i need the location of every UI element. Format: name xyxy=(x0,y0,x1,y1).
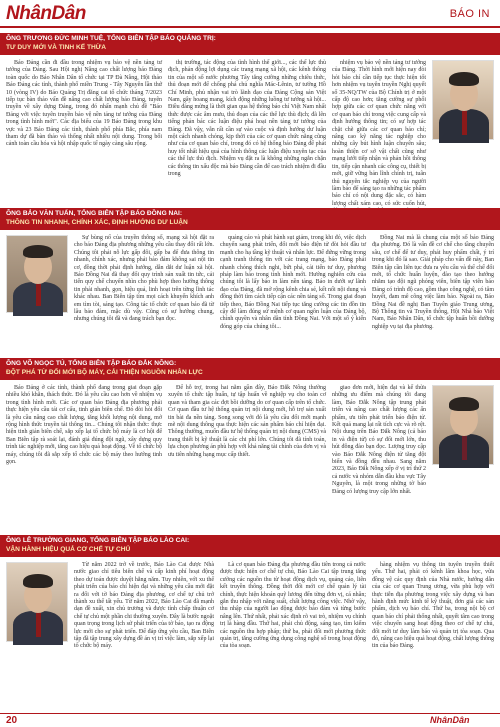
article-column: Để hỗ trợ, trong hai năm gần đây, Báo Đắk Nông thường xuyên tổ chức tập huấn, tự tập huấn về nghiệp vụ cho toàn cơ quan và tham gia các đợt bồi dưỡng do cơ quan cấp trên tổ chức. Cơ quan đầu tư hệ thống quản trị nội dung mới, hỗ trợ sản xuất tin bài đa nền tảng. Song song với đó là yêu cầu đổi mới mạnh mẽ nội dung thông qua thực hiện các sản phẩm báo chí hiện đại. Thông thường, muốn đầu tư hệ thống quản trị nội dung (CMS) và trang thiết bị kỹ thuật là các chi phí lớn. Chúng tôi đã tính toán, lựa chọn phương án phù hợp với khả năng tài chính của đơn vị và ưu tiên những hạng mục cấp thiết. xyxy=(168,385,326,458)
portrait-photo xyxy=(6,235,68,313)
article-subheading: VẬN HÀNH HIỆU QUẢ CƠ CHẾ TỰ CHỦ xyxy=(6,545,131,553)
portrait-photo xyxy=(6,562,68,642)
article-heading: ÔNG LÊ TRƯỜNG GIANG, TỔNG BIÊN TẬP BÁO LÀO CAI: xyxy=(6,537,190,544)
article-heading: ÔNG BẢO VĂN TUẤN, TỔNG BIÊN TẬP BÁO ĐỒNG NAI: xyxy=(6,210,183,217)
article-3 xyxy=(0,358,500,530)
article-2 xyxy=(0,208,500,353)
article-column: Báo Đảng cần đi đầu trong nhiệm vụ bảo vệ nền tảng tư tưởng của Đảng. Sau Hội nghị Nâng cao chất lượng báo Đảng toàn quốc do Báo Nhân Dân tổ chức tại TP Đà Nẵng, Hội thảo Báo Đảng các tỉnh, thành phố miền Trung - Tây Nguyên lần thứ 10 (vòng IV) do Báo Quảng Trị đăng cai tổ chức tháng 7/2023 tiếp tục bàn thảo vấn đề nâng cao chất lượng báo Đảng, tuyên truyền về xây dựng Đảng, trong đó nhấn mạnh chủ đề "Báo Đảng với việc tuyên truyền bảo vệ nền tảng tư tưởng của Đảng trong tình hình mới". Các địa biểu của 19 Báo Đảng trong khu vực và 23 Báo Đảng các tỉnh, thành phố phía Bắc, phía nam tham dự đã bàn thảo và thống nhất nhiều nội dung. Trong bối cảnh toàn cầu hóa và hội nhập quốc tế ngày càng sâu rộng. xyxy=(6,60,162,148)
article-1 xyxy=(0,33,500,207)
page-footer xyxy=(0,713,500,727)
article-column: giao đơn mới, hiện đại và kế thừa những ưu điểm mà chúng tôi đang làm, Báo Đắk Nông tập trung phát triển và nâng cao chất lượng các ấn phẩm, ưu tiên phát triển báo điện tử. Kết quả mang lại rất tích cực và rõ rệt. Nội dung trên Báo Đắk Nông (cả báo in và điện tử) có sự đổi mới lớn, thu hút đông đảo bạn đọc. Lượng truy cập vào Báo Đắk Nông điện tử tăng đột biến và đồng đều nhau. Sang năm 2023, Báo Đắk Nông xếp ở vị trí thứ 2 cả nước và nhóm dẫn đầu khu vực Tây Nguyên, là một trong những tờ báo Đảng có lượng truy cập lớn nhất. xyxy=(332,385,426,495)
section-label: BÁO IN xyxy=(449,8,490,20)
article-header xyxy=(0,208,500,230)
portrait-photo xyxy=(432,60,494,140)
article-header xyxy=(0,358,500,380)
article-4 xyxy=(0,535,500,711)
page-number: 20 xyxy=(6,715,18,726)
masthead xyxy=(0,0,500,28)
article-header xyxy=(0,535,500,557)
article-column: nhiệm vụ bảo vệ nền tảng tư tưởng của Đảng. Thời hình mới hiện nay đòi hỏi báo chí cần tiếp tục thực hiện tốt hơn nhiệm vụ tuyên truyền Nghị quyết số 35-NQ/TW của Bộ Chính trị ở một cấp độ cao hơn; tăng cường sự phối hợp giữa các cơ quan chức năng với cơ quan báo chí trong việc cung cấp và định hướng thông tin; có sự hợp tác chặt chẽ giữa các cơ quan báo chí; nâng cao kỹ năng tác nghiệp cho những cây bút hình luận chuyên sâu; hoàn thiện cơ sở vật chất cũng như mạng lưới tiếp nhận và phản hồi thông tin, tiếp cận nhanh các công cụ, thiết bị mới, giữ vững bản lĩnh chính trị, tuân thủ nguyên tắc nghiệp vụ của người làm báo để sáng tạo ra những tác phẩm báo chí có nội dung đặc sắc, có hàm lượng chất xám cao, có sức cuốn hút, xyxy=(332,60,426,207)
newspaper-logo[interactable]: NhânDân xyxy=(6,3,86,24)
article-subheading: THÔNG TIN NHANH, CHÍNH XÁC, ĐỊNH HƯỚNG DƯ LUẬN xyxy=(6,218,188,226)
article-heading: ÔNG TRƯƠNG ĐỨC MINH TUỆ, TỔNG BIÊN TẬP BÁO QUẢNG TRỊ: xyxy=(6,35,216,42)
article-column: Đồng Nai mà là chung của một số báo Đảng địa phương. Đó là vấn đề cơ chế cho tầng chuyên sâu, cơ chế để tư duy, phát huy phẩm chất, ý trí trong khi đó là sao. Giải pháp cho vấn đề này, Ban Biên tập cần liên tục đưa ra yêu cầu và thể chế đổi mới, tổ chức huấn luyện, đào tạo theo hướng nhằm tạo đội ngũ phóng viên, biên tập viên báo Đảng có trình độ cao, gồm thạo công nghệ, có tâm huyết, đam mê công việc làm báo. Ngoài ra, Báo Đồng Nai đề nghị Ban Tuyên giáo Trung ương, Bộ Thông tin và Truyền thông, Hội Nhà báo Việt Nam, Báo Nhân Dân, tổ chức tập huấn bồi dưỡng nghiệp vụ tại địa phương. xyxy=(372,235,494,330)
article-column: thị trường, tác động của tình hình thế giới..., các thế lực thù địch, phản động lợi dụng các trang mạng xã hội, các kênh thông tin của một số nước phương Tây tăng cường những chiêu thức, thủ đoạn mới để chống phá chủ nghĩa Mác-Lênin, tư tưởng Hồ Chí Minh, phủ nhận vai trò lãnh đạo của Đảng Cộng sản Việt Nam, gây hoang mang, kích động những luồng tư tưởng xã hội... Điều đáng mừng là thời gian qua hệ thống báo chí Việt Nam nhất thức được các âm mưu, thủ đoạn của các thế lực thù địch; đã lên tiếng phản bác các luận điệu phá hoại nền tảng tư tưởng của Đảng. Đã vậy, vẫn rất cần sự vào cuộc và định hướng dư luận một cách nhanh chóng, kịp thời của các cơ quan chức năng cũng như của cơ quan báo chí, trong đó có hệ thống báo Đảng để phát huy tốt nhất hiệu quả của hình thông các luận điệu xuyên tạc của các thế lực thù địch. Nhiệm vụ đặt ra là không những ngắn chặn các thông tin xấu độc mà báo Đảng cần để cao trách nhiệm đi đầu trong xyxy=(168,60,326,178)
article-column: quảng cáo và phát hành sụt giảm, trong khi đó, việc dịch chuyển sang phát triển, đổi mới báo điện tử đòi hỏi đầu tư mạnh cho hạ tầng kỹ thuật và nhân lực. Để đứng vững trong cạnh tranh thông tin với các trang mạng, báo Đảng phải nhanh chóng thích nghi, bứt phá, cải tiến tư duy, phương pháp làm báo trong tình hình mới. Hướng nghiên cứu của chúng tôi là lấy báo in làm nền tảng. Báo in dưới sự lãnh đạo của Đảng, đã mở rộng kênh chia sẻ, kết nối nội dung và đồng thời tìm cách tiếp cận các nền tảng số. Trong giai đoạn tiếp theo, Báo Đồng Nai tiếp tục tăng cường các tin đồn tin cậy để làm đúng sứ mệnh cơ quan ngôn luận của Đảng bộ, chính quyền và nhân dân tỉnh Đồng Nai. Với một số ý kiến đóng góp của chúng tôi... xyxy=(220,235,366,330)
article-column: Sự bùng nổ của truyền thông số, mạng xã hội đặt ra cho báo Đảng địa phương những yêu cầu thay đổi rất lớn. Chúng tôi phải nỗ lực gấp đôi, gấp ba để đưa thông tin nhanh, chính xác, nhưng phải bảo đảm không sai nội tin cơ, đồng thời phải định hướng, dẫn dắt dư luận xã hội. Báo Đồng Nai đã thay đổi quy trình sản xuất tin tức, cải tiến quy chế chuyển nhìn cho phù hợp theo hướng thông tin phải nhanh, gọn, hiệu quả, linh hoạt trên từng lĩnh tác khác nhau. Ban Biên tập tìm mọi cách khuyến khích anh em tìm tòi, sáng tạo. Công tác tổ chức cơ quan báo đã từ lâu bảo đảm, mặc dù vậy. Cũng có sự hướng chung, nhưng chúng tôi đã và đang trách bạn đọc. xyxy=(74,235,214,323)
article-column: Báo Đảng ở các tỉnh, thành phố đang trong giai đoạn gặp nhiều khó khăn, thách thức. Đó là yêu cầu cao hơn về nhiệm vụ trong tình hình mới. Các cơ quan báo Đảng địa phương phải thực hiện yêu cầu tái cơ cấu, tinh giản biên chế. Đó đòi hỏi đổi là yêu cầu nâng cao chất lượng, tăng khối lượng nội dung, mở rộng hình thức truyền tải thông tin... Chúng tôi nhận thức: thực hiện tinh giản biên chế, sắp xếp lại tổ chức bộ máy là cơ hội để Ban Biên tập rà soát lại, đánh giá đúng đội ngũ, xây dựng quy trình tác nghiệp mới, tăng cao hiệu quả hoạt động. Về tổ chức bộ máy, chúng tôi đã sắp xếp tổ chức các bộ máy theo hướng tinh gọn. xyxy=(6,385,162,466)
article-column: Là cơ quan báo Đảng địa phương đầu tiên trong cả nước được thực hiện cơ chế tự chủ, Báo Lào Cai tập trung tăng cường các nguồn thu từ hoạt động dịch vụ, quảng cáo, liên kết truyền thông. Đồng thời đổi mới cơ chế quản lý tài chính, thực hiện khoán quỹ lương đến từng đơn vị, cá nhân; gắn thu nhập với năng suất, chất lượng công việc. Nhờ vậy, thu nhập của người lao động được bảo đảm và từng bước nâng lên. Thứ nhất, phải xác định rõ vai trò, nhiệm vụ chính trị là hàng đầu. Thứ hai, phải chủ động, sáng tạo, tìm kiếm các nguồn thu hợp pháp; thứ ba, phải đổi mới phương thức quản trị, tăng cường ứng dụng công nghệ số trong hoạt động của tòa soạn. xyxy=(220,562,366,650)
article-heading: ÔNG VÕ NGỌC TÚ, TỔNG BIÊN TẬP BÁO ĐẮK NÔNG: xyxy=(6,360,177,367)
portrait-photo xyxy=(432,385,494,465)
article-header xyxy=(0,33,500,55)
footer-logo[interactable]: NhânDân xyxy=(430,715,470,725)
article-column: Từ năm 2022 trở về trước, Báo Lào Cai được Nhà nước giao chỉ tiêu biên chế và cấp kinh phí hoạt động theo dự toán được duyệt hằng năm. Tuy nhiên, với xu thế phát triển của báo chí hiện đại và những yêu cầu mới đặt ra đối với tờ báo Đảng địa phương, cơ chế tự chủ trở thành xu thế tất yếu. Từ năm 2022, Báo Lào Cai đã mạnh dạn đề xuất, xin chủ trương và được tỉnh chấp thuận cơ chế tự chủ một phần chi thường xuyên. Đây là bước ngoặt quan trọng trong lịch sử phát triển của tờ báo, tạo ra động lực mới cho sự phát triển. Để đáp ứng yêu cầu, Ban Biên tập đã tập trung xây dựng đề án vị trí việc làm, sắp xếp lại tổ chức bộ máy. xyxy=(74,562,214,650)
article-column: hàng nhiệm vụ thông tin tuyên truyền thiết yếu. Thứ hai, phải có kênh lâm khoa học, vừa đồng vệ các quy định của Nhà nước, hướng dẫn của các cơ quan Trung ương, vừa phù hợp với thực tiễn địa phương trong việc xây dựng và ban hành định mức kinh tế kỹ thuật, đơn giá các sản phẩm, dịch vụ báo chí. Thứ ba, trong nội bộ cơ quan báo chí phải thống nhất, quyết tâm cao trong việc chuyển sang hoạt động theo cơ chế tự chủ, đổi mới tư duy làm báo và quản trị tòa soạn. Qua đó, nâng cao hiệu quả hoạt động, chất lượng thông tin của báo Đảng. xyxy=(372,562,494,650)
article-subheading: TƯ DUY MỚI VÀ TINH KẾ THỪA xyxy=(6,43,106,51)
article-subheading: ĐỘT PHÁ TỪ ĐỔI MỚI BỘ MÁY, CẢI THIỆN NGUỒN NHÂN LỰC xyxy=(6,368,203,376)
